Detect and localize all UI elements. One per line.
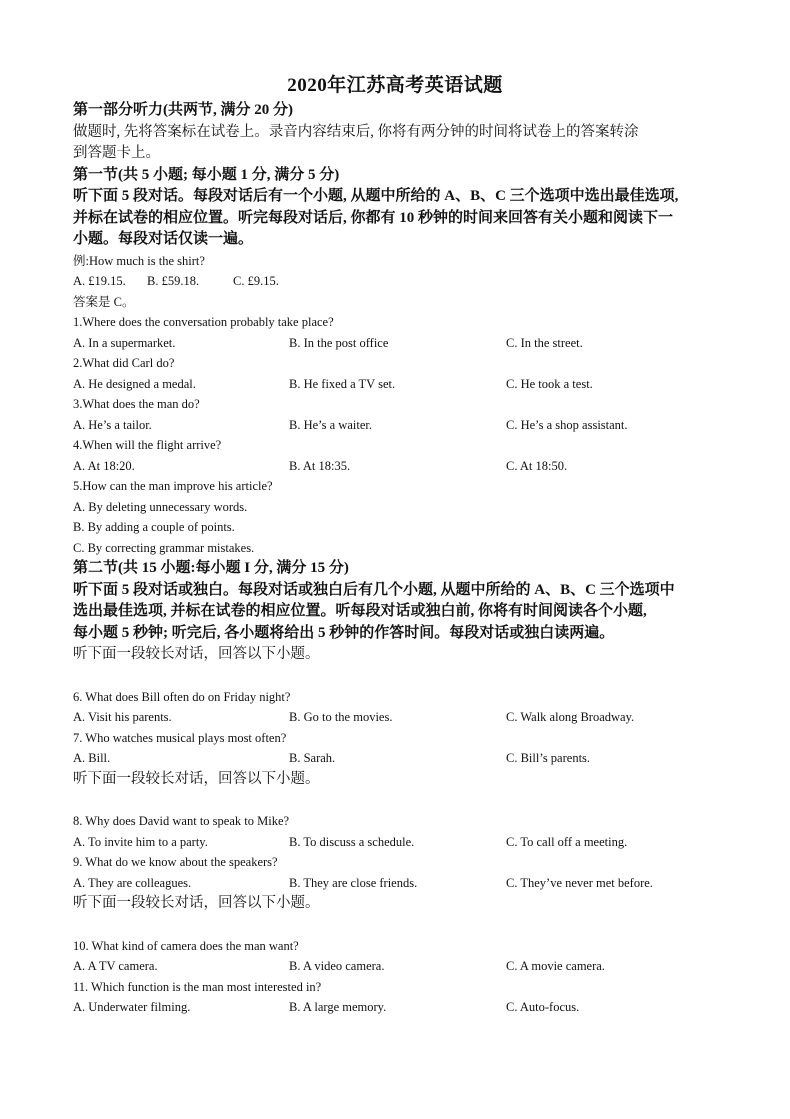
section2-instructions-line3: 每小题 5 秒钟; 听完后, 各小题将给出 5 秒钟的作答时间。每段对话或独白读两遍。 [73, 624, 615, 641]
section1-heading: 第一节(共 5 小题; 每小题 1 分, 满分 5 分) [73, 166, 340, 183]
example-question: 例:How much is the shirt? [73, 253, 205, 268]
group-prompt: 听下面一段较长对话，回答以下小题。 [73, 646, 320, 662]
question-3-options [73, 415, 733, 436]
part1-intro-line2: 到答题卡上。 [73, 145, 160, 161]
option-a: A. To invite him to a party. [73, 834, 208, 849]
question-7-options [73, 748, 733, 769]
option-a: A. He designed a medal. [73, 376, 196, 391]
question-9: 9. What do we know about the speakers? [73, 855, 278, 869]
option-b: B. A video camera. [289, 959, 385, 973]
question-7: 7. Who watches musical plays most often? [73, 730, 287, 745]
example-option-b: B. £59.18. [147, 274, 200, 288]
option-b: B. He fixed a TV set. [289, 376, 396, 391]
option-a: A. At 18:20. [73, 458, 135, 473]
option-b: B. At 18:35. [289, 458, 351, 473]
section1-instructions-line2: 并标在试卷的相应位置。听完每段对话后, 你都有 10 秒钟的时间来回答有关小题和阅读下一 [73, 209, 674, 226]
option-c: C. Auto-focus. [506, 1000, 580, 1014]
question-4-options [73, 456, 733, 477]
group-prompt: 听下面一段较长对话，回答以下小题。 [73, 770, 320, 787]
option-b: B. By adding a couple of points. [73, 520, 235, 534]
option-a: A. By deleting unnecessary words. [73, 499, 248, 514]
option-a: A. A TV camera. [73, 959, 158, 973]
section2-heading: 第二节(共 15 小题:每小题 I 分, 满分 15 分) [73, 560, 349, 576]
option-b: B. He’s a waiter. [289, 417, 372, 432]
section1-instructions-line3: 小题。每段对话仅读一遍。 [73, 231, 254, 247]
question-6: 6. What does Bill often do on Friday night? [73, 689, 291, 704]
question-5: 5.How can the man improve his article? [73, 479, 273, 493]
option-a: A. Bill. [73, 751, 111, 765]
section2-instructions-line1: 听下面 5 段对话或独白。每段对话或独白后有几个小题, 从题中所给的 A、B、C 三个选项中 [73, 581, 675, 598]
option-c: C. Walk along Broadway. [506, 710, 635, 724]
group-prompt: 听下面一段较长对话，回答以下小题。 [73, 895, 320, 911]
part1-intro-line1: 做题时, 先将答案标在试卷上。录音内容结束后, 你将有两分钟的时间将试卷上的答案转涂 [73, 123, 639, 140]
example-option-a: A. £19.15. [73, 274, 126, 288]
option-c: C. To call off a meeting. [506, 834, 628, 849]
option-b: B. To discuss a schedule. [289, 834, 415, 849]
option-a: A. Visit his parents. [73, 710, 172, 724]
option-c: C. He’s a shop assistant. [506, 417, 628, 432]
option-c: C. At 18:50. [506, 458, 568, 473]
exam-content [73, 100, 733, 1018]
option-c: C. They’ve never met before. [506, 875, 653, 890]
option-b: B. In the post office [289, 335, 389, 350]
question-11: 11. Which function is the man most interested in? [73, 979, 322, 994]
page-title: 2020年江苏高考英语试题 [287, 75, 503, 96]
question-11-options [73, 997, 733, 1018]
question-2: 2.What did Carl do? [73, 356, 175, 370]
example-option-c: C. £9.15. [233, 274, 279, 288]
question-8-options [73, 832, 733, 853]
option-b: B. Go to the movies. [289, 710, 393, 724]
option-a: A. They are colleagues. [73, 875, 192, 890]
question-8: 8. Why does David want to speak to Mike? [73, 814, 290, 828]
question-1: 1.Where does the conversation probably take place? [73, 315, 334, 329]
option-b: B. They are close friends. [289, 875, 418, 890]
option-c: C. By correcting grammar mistakes. [73, 540, 255, 555]
option-a: A. In a supermarket. [73, 335, 176, 350]
question-4: 4.When will the flight arrive? [73, 438, 222, 452]
option-c: C. In the street. [506, 335, 583, 350]
option-a: A. He’s a tailor. [73, 417, 152, 432]
option-c: C. He took a test. [506, 376, 593, 391]
example-answer: 答案是 C。 [73, 294, 135, 309]
question-2-options [73, 374, 733, 395]
option-c: C. A movie camera. [506, 959, 605, 973]
option-a: A. Underwater filming. [73, 1000, 191, 1014]
question-1-options [73, 333, 733, 354]
question-10-options [73, 956, 733, 977]
option-b: B. Sarah. [289, 751, 336, 765]
section2-instructions-line2: 选出最佳选项, 并标在试卷的相应位置。听每段对话或独白前, 你将有时间阅读各个小题, [73, 603, 647, 619]
option-c: C. Bill’s parents. [506, 751, 591, 765]
question-6-options [73, 707, 733, 728]
option-b: B. A large memory. [289, 1000, 387, 1014]
part1-heading: 第一部分听力(共两节, 满分 20 分) [73, 102, 293, 118]
example-options [73, 271, 733, 292]
question-10: 10. What kind of camera does the man want? [73, 938, 299, 953]
section1-instructions-line1: 听下面 5 段对话。每段对话后有一个小题, 从题中所给的 A、B、C 三个选项中选出最佳选项, [73, 188, 679, 204]
question-9-options [73, 873, 733, 894]
question-3: 3.What does the man do? [73, 397, 200, 411]
